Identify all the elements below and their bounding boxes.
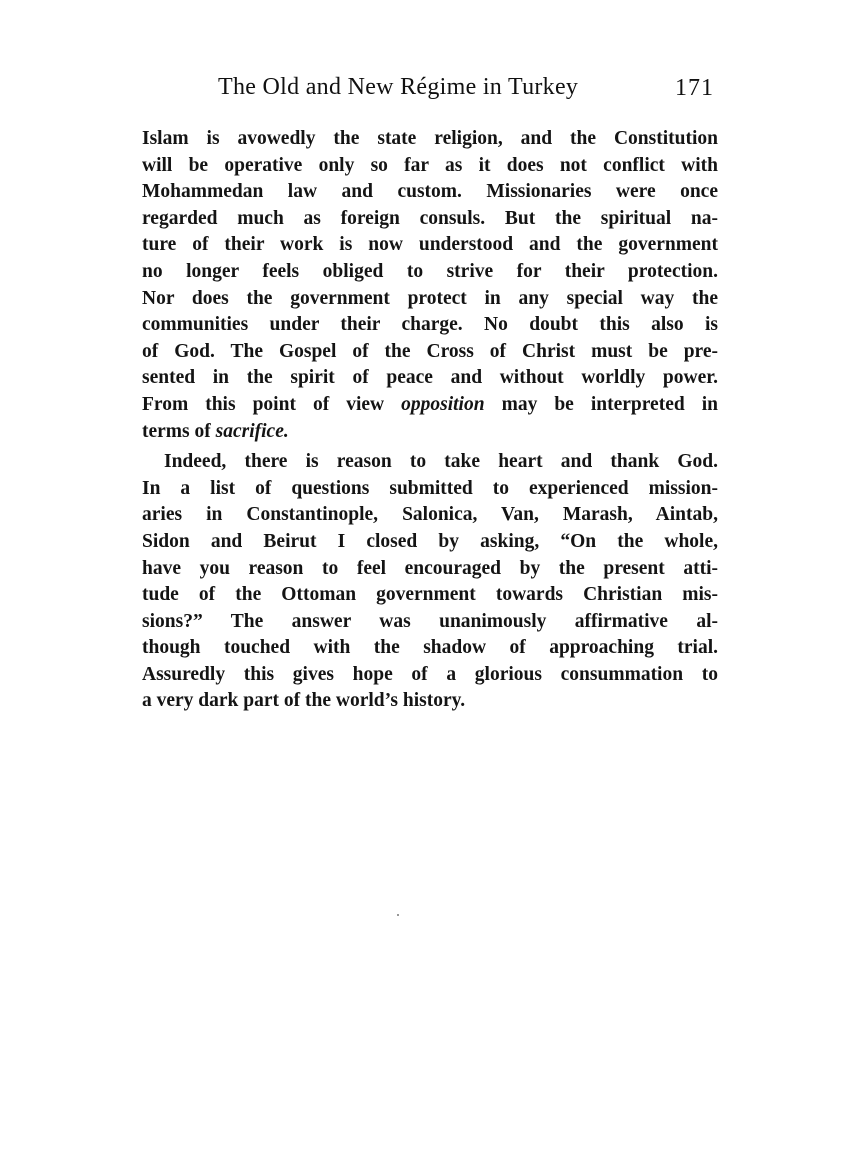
text-line: Indeed, there is reason to take heart and thank God. xyxy=(164,451,718,473)
text-line xyxy=(142,419,718,446)
text-line: sented in the spirit of peace and without worldly power. xyxy=(142,367,718,389)
text-line: Assuredly this gives hope of a glorious consummation to xyxy=(142,663,718,685)
text-line: In a list of questions submitted to experienced mission- xyxy=(142,477,718,499)
text-line: no longer feels obliged to strive for their protection. xyxy=(142,260,718,282)
italic-term-opposition: opposition xyxy=(401,393,485,415)
text-line: a very dark part of the world’s history. xyxy=(142,690,466,712)
running-title: The Old and New Régime in Turkey xyxy=(218,74,579,100)
text-line: communities under their charge. No doubt this also is xyxy=(142,314,718,336)
scan-speck xyxy=(397,914,399,916)
text-line: Mohammedan law and custom. Missionaries were once xyxy=(142,181,718,203)
paragraph-2 xyxy=(142,449,718,715)
text-run: terms of xyxy=(142,420,216,442)
text-line: Islam is avowedly the state religion, and the Constitution xyxy=(142,128,718,149)
page-number: 171 xyxy=(675,75,714,101)
text-line: sions?” The answer was unanimously affirmative al- xyxy=(142,610,718,632)
text-run: may be interpreted in xyxy=(484,393,718,415)
text-line: regarded much as foreign consuls. But the spiritual na- xyxy=(142,207,718,229)
text-line: of God. The Gospel of the Cross of Christ must be pre- xyxy=(142,340,718,362)
text-line: will be operative only so far as it does not conflict with xyxy=(142,154,718,176)
text-run: From this point of view xyxy=(142,393,402,415)
text-line xyxy=(142,392,718,419)
text-line: aries in Constantinople, Salonica, Van, Marash, Aintab, xyxy=(142,504,718,526)
text-line: Nor does the government protect in any special way the xyxy=(142,287,718,309)
running-head xyxy=(142,74,718,110)
text-line: tude of the Ottoman government towards Christian mis- xyxy=(142,584,718,606)
text-line: Sidon and Beirut I closed by asking, “On the whole, xyxy=(142,530,718,552)
paragraph-1 xyxy=(142,126,718,445)
text-line: though touched with the shadow of approaching trial. xyxy=(142,637,718,659)
text-line: have you reason to feel encouraged by the present atti- xyxy=(142,557,718,579)
italic-term-sacrifice: sacrifice. xyxy=(215,420,289,442)
text-line: ture of their work is now understood and the government xyxy=(142,234,718,256)
body-text xyxy=(142,126,718,715)
